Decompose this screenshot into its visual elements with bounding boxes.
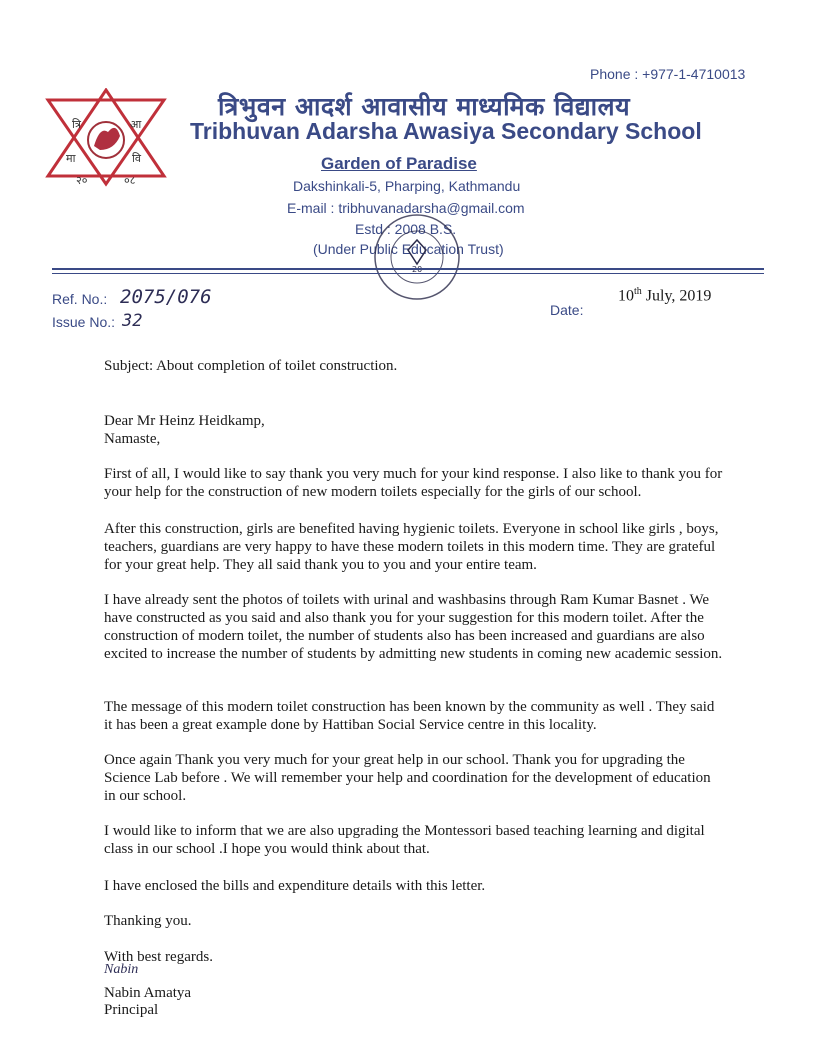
header-divider-thin xyxy=(52,273,764,274)
signer-name: Nabin Amatya xyxy=(104,985,192,1001)
date-rest: July, 2019 xyxy=(641,287,712,305)
letter-date xyxy=(618,286,711,305)
emblem-number: २० xyxy=(76,174,88,187)
emblem-letter: वि xyxy=(132,152,141,165)
school-stamp xyxy=(372,212,462,302)
issue-label: Issue No.: xyxy=(52,314,116,330)
school-name: Tribhuvan Adarsha Awasiya Secondary School xyxy=(190,118,702,144)
paragraph: I would like to inform that we are also upgrading the Montessori based teaching learning and digital class in our school .I hope you would think about that. xyxy=(104,823,705,857)
ref-number: 2075/076 xyxy=(120,286,212,308)
emblem-letter: आ xyxy=(130,118,142,131)
issue-number: 32 xyxy=(122,311,143,331)
phone-number: Phone : +977-1-4710013 xyxy=(590,66,746,82)
paragraph: First of all, I would like to say thank you very much for your kind response. I also like to thank you for your help for the construction of new modern toilets especially for the girls of our school. xyxy=(104,466,723,500)
emblem-letter: त्रि xyxy=(72,118,81,131)
greeting: Namaste, xyxy=(104,431,161,447)
school-emblem-icon xyxy=(40,88,172,192)
header-divider xyxy=(52,268,764,270)
handwritten-signature: Nabin xyxy=(104,962,139,977)
signer-title: Principal xyxy=(104,1002,159,1018)
paragraph: The message of this modern toilet construction has been known by the community as well . They said it has been a great example done by Hattiban Social Service centre in this locality. xyxy=(104,699,715,733)
closing-regards: With best regards. xyxy=(104,949,213,965)
established-year: Estd : 2008 B.S. xyxy=(355,221,457,237)
closing-thanks: Thanking you. xyxy=(104,913,192,929)
letter-subject: Subject: About completion of toilet construction. xyxy=(104,358,398,374)
salutation: Dear Mr Heinz Heidkamp, xyxy=(104,413,265,429)
school-address: Dakshinkali-5, Pharping, Kathmandu xyxy=(293,178,521,194)
trust-note: (Under Public Education Trust) xyxy=(313,241,504,257)
school-email: E-mail : tribhuvanadarsha@gmail.com xyxy=(287,200,525,216)
school-motto: Garden of Paradise xyxy=(321,154,477,173)
paragraph: After this construction, girls are benefited having hygienic toilets. Everyone in school like girls , boys, teachers, guardians are very happy to have these modern toilets in this modern time. They are grateful for your great help. They all said thank you to you and your entire team. xyxy=(104,521,719,573)
paragraph: Once again Thank you very much for your great help in our school. Thank you for upgrading the Science Lab before . We will remember your help and coordination for the development of education in our school. xyxy=(104,752,711,804)
date-suffix: th xyxy=(634,286,642,297)
emblem-letter: मा xyxy=(66,152,76,165)
paragraph: I have already sent the photos of toilets with urinal and washbasins through Ram Kumar Basnet . We have constructed as you said and also thank you for your suggestion for this modern toilet. After the construction of modern toilet, the number of students also has been increased and guardians are also excited to increase the number of students by admitting new students in coming new academic session. xyxy=(104,592,723,662)
ref-label: Ref. No.: xyxy=(52,291,108,307)
date-label: Date: xyxy=(550,302,584,318)
date-day: 10 xyxy=(618,287,634,305)
paragraph: I have enclosed the bills and expenditure details with this letter. xyxy=(104,878,486,894)
emblem-number: ०८ xyxy=(124,174,136,187)
school-name-nepali: त्रिभुवन आदर्श आवासीय माध्यमिक विद्यालय xyxy=(218,92,631,121)
